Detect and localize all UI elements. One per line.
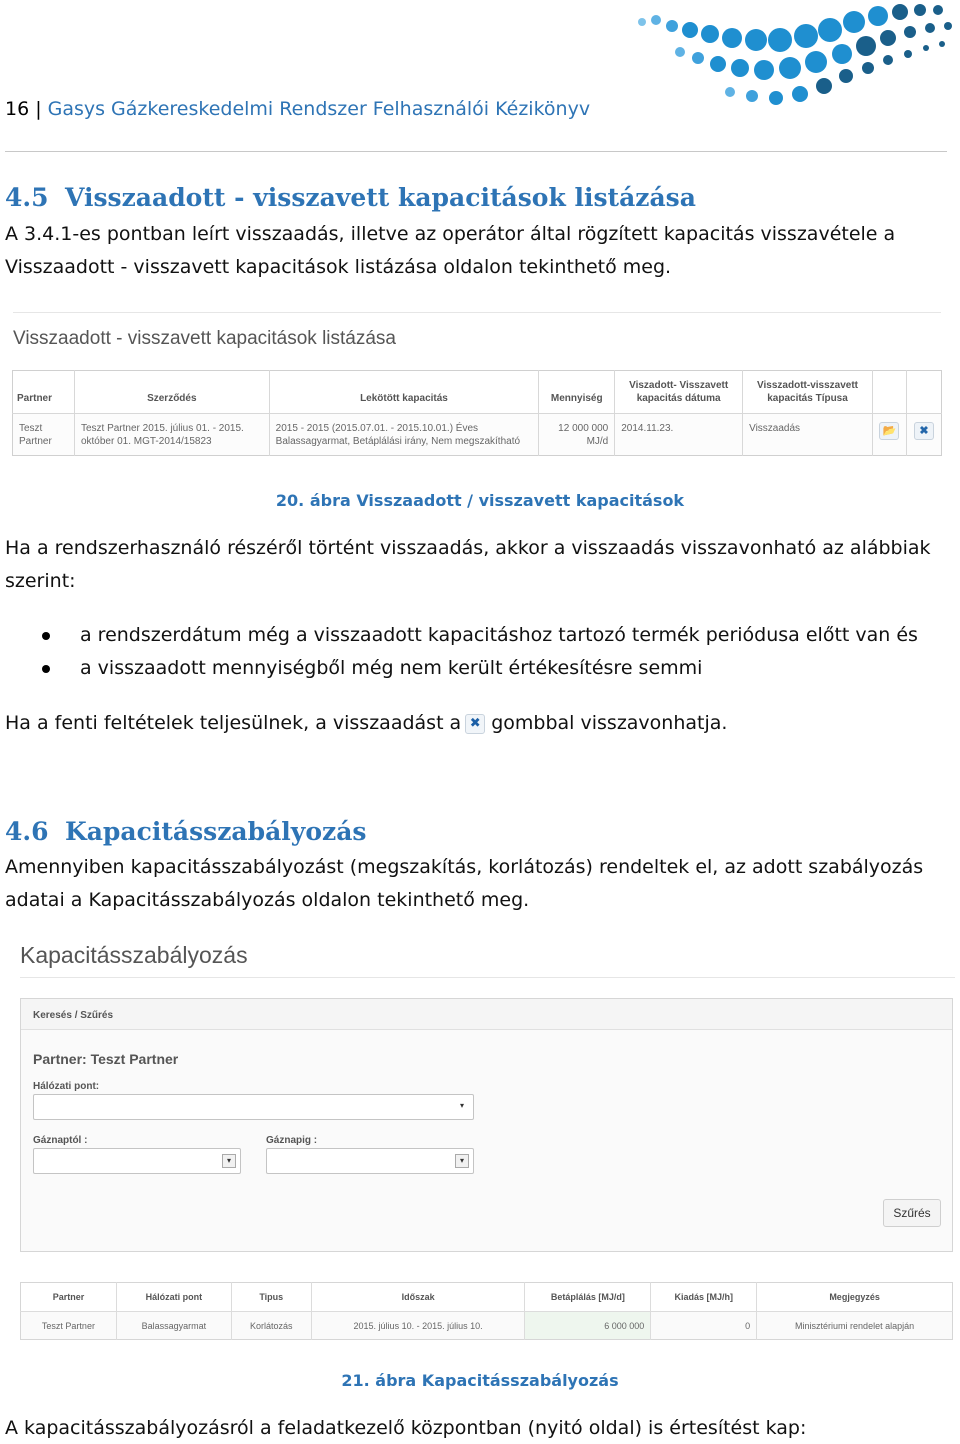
column-header: Tipus [231, 1283, 311, 1312]
figure-2-caption: 21. ábra Kapacitásszabályozás [341, 1371, 619, 1390]
cell-period: 2015. július 10. - 2015. július 10. [311, 1312, 525, 1340]
close-icon: ✖ [465, 714, 485, 734]
close-icon[interactable]: ✖ [914, 422, 934, 440]
cell-injection: 6 000 000 [525, 1312, 651, 1340]
document-title: Gasys Gázkereskedelmi Rendszer Felhasználói Kézikönyv [47, 98, 591, 120]
cell-contract: Teszt Partner 2015. július 01. - 2015. október 01. MGT-2014/15823 [74, 413, 269, 456]
closing-text-after: gombbal visszavonhatja. [491, 712, 728, 734]
closing-text-before: Ha a fenti feltételek teljesülnek, a visszaadást a [5, 712, 462, 734]
cell-capacity: 2015 - 2015 (2015.07.01. - 2015.10.01.) Éves Balassagyarmat, Betáplálási irány, Nem megszakítható [269, 413, 539, 456]
bullet-dot [42, 632, 50, 640]
column-header: Szerződés [74, 371, 269, 414]
table-row [21, 1312, 953, 1340]
company-logo [630, 0, 960, 120]
cell-date: 2014.11.23. [615, 413, 743, 456]
section-paragraph-4-5: A 3.4.1-es pontban leírt visszaadás, illetve az operátor által rögzített kapacitás visszavétele a Visszaadott - visszavett kapacitások listázása oldalon tekinthető meg. [5, 223, 896, 278]
column-header: Megjegyzés [757, 1283, 953, 1312]
column-header: Hálózati pont [116, 1283, 231, 1312]
page-header [5, 98, 590, 120]
filter-button[interactable]: Szűrés [883, 1199, 941, 1227]
table-header-row [13, 371, 942, 414]
list-item-text: a visszaadott mennyiségből még nem került értékesítésre semmi [80, 657, 703, 679]
gas-day-from-label: Gáznaptól : [33, 1135, 88, 1146]
folder-icon[interactable]: 📂 [879, 422, 899, 440]
network-point-label: Hálózati pont: [33, 1081, 100, 1092]
figure-2-page-title: Kapacitásszabályozás [20, 942, 248, 968]
column-header: Betáplálás [MJ/d] [525, 1283, 651, 1312]
bullet-dot [42, 665, 50, 673]
cell-type: Korlátozás [231, 1312, 311, 1340]
list-item-text: a rendszerdátum még a visszaadott kapacitáshoz tartozó termék periódusa előtt van és [80, 624, 918, 646]
column-header: Partner [13, 371, 75, 414]
table-row [13, 413, 942, 456]
figure-title-divider [20, 977, 955, 978]
figure-1-caption: 20. ábra Visszaadott / visszavett kapacitások [275, 491, 685, 510]
column-header-action [906, 371, 941, 414]
partner-label: Partner: Teszt Partner [33, 1051, 179, 1067]
column-header: Mennyiség [539, 371, 615, 414]
cell-partner: Teszt Partner [21, 1312, 117, 1340]
cell-type: Visszaadás [743, 413, 873, 456]
column-header: Időszak [311, 1283, 525, 1312]
gas-day-from-select[interactable] [33, 1148, 241, 1174]
figure-top-divider [13, 312, 941, 313]
filter-panel-heading: Keresés / Szűrés [21, 999, 952, 1030]
section-title: Kapacitásszabályozás [65, 817, 367, 846]
figure-1-page-title: Visszaadott - visszavett kapacitások listázása [13, 328, 396, 349]
figure-2-screenshot [15, 932, 955, 1352]
filter-panel [20, 998, 953, 1252]
footer-paragraph: A kapacitásszabályozásról a feladatkezelő központban (nyitó oldal) is értesítést kap: [5, 1417, 807, 1439]
cell-quantity: 12 000 000 MJ/d [539, 413, 615, 456]
returned-capacity-table [12, 370, 942, 456]
section-heading-4-5 [5, 183, 696, 212]
revocation-closing [5, 707, 950, 740]
chevron-down-icon: ▾ [455, 1154, 469, 1168]
section-title: Visszaadott - visszavett kapacitások listázása [65, 183, 696, 212]
column-header: Viszadott- Visszavett kapacitás dátuma [615, 371, 743, 414]
revocation-intro: Ha a rendszerhasználó részéről történt visszaadás, akkor a visszaadás visszavonható az alábbiak szerint: [5, 537, 931, 592]
column-header: Lekötött kapacitás [269, 371, 539, 414]
page-number: 16 [5, 98, 30, 120]
column-header: Partner [21, 1283, 117, 1312]
capacity-regulation-table [20, 1282, 953, 1340]
column-header-action [872, 371, 906, 414]
cell-note: Minisztériumi rendelet alapján [757, 1312, 953, 1340]
cell-revoke-action [906, 413, 941, 456]
column-header: Visszadott-visszavett kapacitás Típusa [743, 371, 873, 414]
section-number: 4.6 [5, 817, 49, 846]
section-paragraph-4-6: Amennyiben kapacitásszabályozást (megszakítás, korlátozás) rendeltek el, az adott szabályozás adatai a Kapacitásszabályozás oldalon tekinthető meg. [5, 856, 924, 911]
cell-withdrawal: 0 [651, 1312, 757, 1340]
figure-1-screenshot [5, 312, 945, 462]
section-number: 4.5 [5, 183, 49, 212]
column-header: Kiadás [MJ/h] [651, 1283, 757, 1312]
cell-open-action [872, 413, 906, 456]
gas-day-to-select[interactable] [266, 1148, 474, 1174]
table-header-row [21, 1283, 953, 1312]
cell-partner: Teszt Partner [13, 413, 75, 456]
header-divider [5, 151, 947, 152]
chevron-down-icon: ▾ [459, 1101, 464, 1110]
gas-day-to-label: Gáznapig : [266, 1135, 318, 1146]
section-heading-4-6 [5, 817, 366, 846]
chevron-down-icon: ▾ [222, 1154, 236, 1168]
network-point-select[interactable] [33, 1094, 474, 1120]
cell-network-point: Balassagyarmat [116, 1312, 231, 1340]
header-separator: | [35, 98, 42, 120]
